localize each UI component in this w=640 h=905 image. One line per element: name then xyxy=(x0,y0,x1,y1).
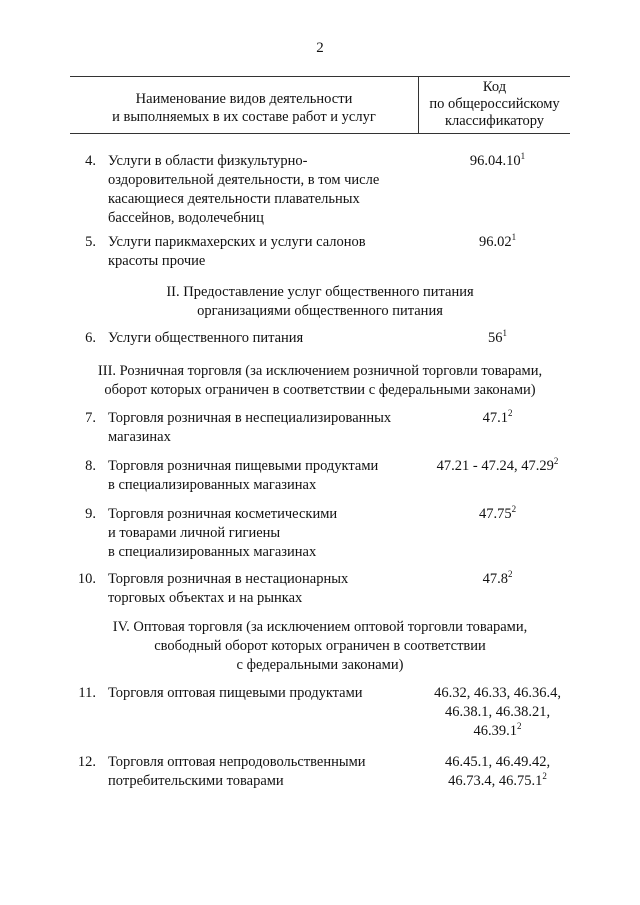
row-number: 10. xyxy=(77,571,96,587)
header-code-line: классификатору xyxy=(444,113,545,129)
row-code xyxy=(425,329,570,348)
section-heading-line: II. Предоставление услуг общественного питания xyxy=(166,284,474,300)
header-name-column xyxy=(70,90,418,126)
row-name-line: красоты прочие xyxy=(108,253,206,269)
row-name-line: бассейнов, водолечебниц xyxy=(108,210,264,226)
row-name xyxy=(108,409,438,447)
row-code-line: 47.75$^2$ xyxy=(478,504,517,522)
row-name-line: Услуги общественного питания xyxy=(108,330,304,346)
row-name xyxy=(108,457,438,495)
row-name xyxy=(108,152,438,228)
row-name xyxy=(108,329,438,348)
section-heading-line: оборот которых ограничен в соответствии с федеральными законами) xyxy=(104,382,536,398)
section-heading xyxy=(70,362,570,400)
header-code-line: по общероссийскому xyxy=(429,96,560,112)
footnote-mark: 2 xyxy=(511,504,517,515)
row-code-line: 47.1$^2$ xyxy=(482,408,513,426)
row-number: 6. xyxy=(85,330,96,346)
row-code xyxy=(425,570,570,589)
row-code-line: $56^1$ xyxy=(488,328,507,346)
row-name-line: магазинах xyxy=(108,429,171,445)
row-code-line: 46.39.1$^2$ xyxy=(473,721,522,739)
row-name-line: Торговля розничная пищевыми продуктами xyxy=(108,458,379,474)
row-name-line: Услуги в области физкультурно- xyxy=(108,153,308,169)
table-header-rule xyxy=(70,133,570,134)
row-number: 7. xyxy=(85,410,96,426)
row-number: 9. xyxy=(85,506,96,522)
row-code xyxy=(425,233,570,252)
row-code xyxy=(425,505,570,524)
header-code-line: Код xyxy=(482,79,507,95)
row-code-line: 46.32, 46.33, 46.36.4, xyxy=(434,685,561,701)
row-name-line: Торговля оптовая непродовольственными xyxy=(108,754,366,770)
row-code-line: 47.21 - 47.24, 47.29$^2$ xyxy=(436,456,559,474)
row-name-line: в специализированных магазинах xyxy=(108,544,317,560)
row-code xyxy=(425,152,570,171)
row-name-line: и товарами личной гигиены xyxy=(108,525,281,541)
row-name xyxy=(108,570,438,608)
row-code-line: 46.45.1, 46.49.42, xyxy=(444,754,551,770)
row-name-line: Торговля розничная в нестационарных xyxy=(108,571,349,587)
row-code-line: 47.8$^2$ xyxy=(482,569,513,587)
section-heading xyxy=(70,283,570,321)
table-top-rule xyxy=(70,76,570,77)
row-name xyxy=(108,505,438,562)
footnote-mark: 1 xyxy=(511,232,517,243)
row-name xyxy=(108,753,438,791)
row-code xyxy=(425,684,570,741)
section-heading xyxy=(70,618,570,675)
row-code xyxy=(425,753,570,791)
header-name-line: и выполняемых в их составе работ и услуг xyxy=(112,109,376,125)
footnote-mark: 2 xyxy=(507,408,513,419)
section-heading-line: с федеральными законами) xyxy=(236,657,404,673)
row-code-line: 96.02$^1$ xyxy=(478,232,517,250)
footnote-mark: 1 xyxy=(502,328,507,339)
row-number: 12. xyxy=(77,754,96,770)
row-name-line: потребительскими товарами xyxy=(108,773,284,789)
footnote-mark: 1 xyxy=(520,151,526,162)
header-code-column xyxy=(419,79,570,130)
page-number: 2 xyxy=(316,40,324,56)
row-code xyxy=(425,409,570,428)
row-name xyxy=(108,233,438,271)
row-number: 8. xyxy=(85,458,96,474)
row-number: 5. xyxy=(85,234,96,250)
section-heading-line: свободный оборот которых ограничен в соответствии xyxy=(154,638,486,654)
footnote-mark: 2 xyxy=(553,456,559,467)
row-name-line: в специализированных магазинах xyxy=(108,477,317,493)
section-heading-line: организациями общественного питания xyxy=(197,303,443,319)
section-heading-line: III. Розничная торговля (за исключением розничной торговли товарами, xyxy=(97,363,543,379)
row-number: 4. xyxy=(85,153,96,169)
row-name-line: Торговля оптовая пищевыми продуктами xyxy=(108,685,363,701)
row-name-line: Услуги парикмахерских и услуги салонов xyxy=(108,234,366,250)
row-code-line: 46.73.4, 46.75.1$^2$ xyxy=(448,771,547,789)
row-name-line: Торговля розничная в неспециализированных xyxy=(108,410,392,426)
section-heading-line: IV. Оптовая торговля (за исключением оптовой торговли товарами, xyxy=(112,619,528,635)
footnote-mark: 2 xyxy=(507,569,513,580)
row-code-line: 46.38.1, 46.38.21, xyxy=(444,704,551,720)
row-code-line: 96.04.10$^1$ xyxy=(469,151,526,169)
row-name-line: Торговля розничная косметическими xyxy=(108,506,338,522)
row-name-line: оздоровительной деятельности, в том числе xyxy=(108,172,380,188)
row-number: 11. xyxy=(78,685,96,701)
row-name xyxy=(108,684,438,703)
row-name-line: торговых объектах и на рынках xyxy=(108,590,303,606)
row-name-line: касающиеся деятельности плавательных xyxy=(108,191,360,207)
footnote-mark: 2 xyxy=(517,721,522,732)
row-code xyxy=(425,457,570,476)
header-name-line: Наименование видов деятельности xyxy=(135,91,353,107)
footnote-mark: 2 xyxy=(542,771,547,782)
